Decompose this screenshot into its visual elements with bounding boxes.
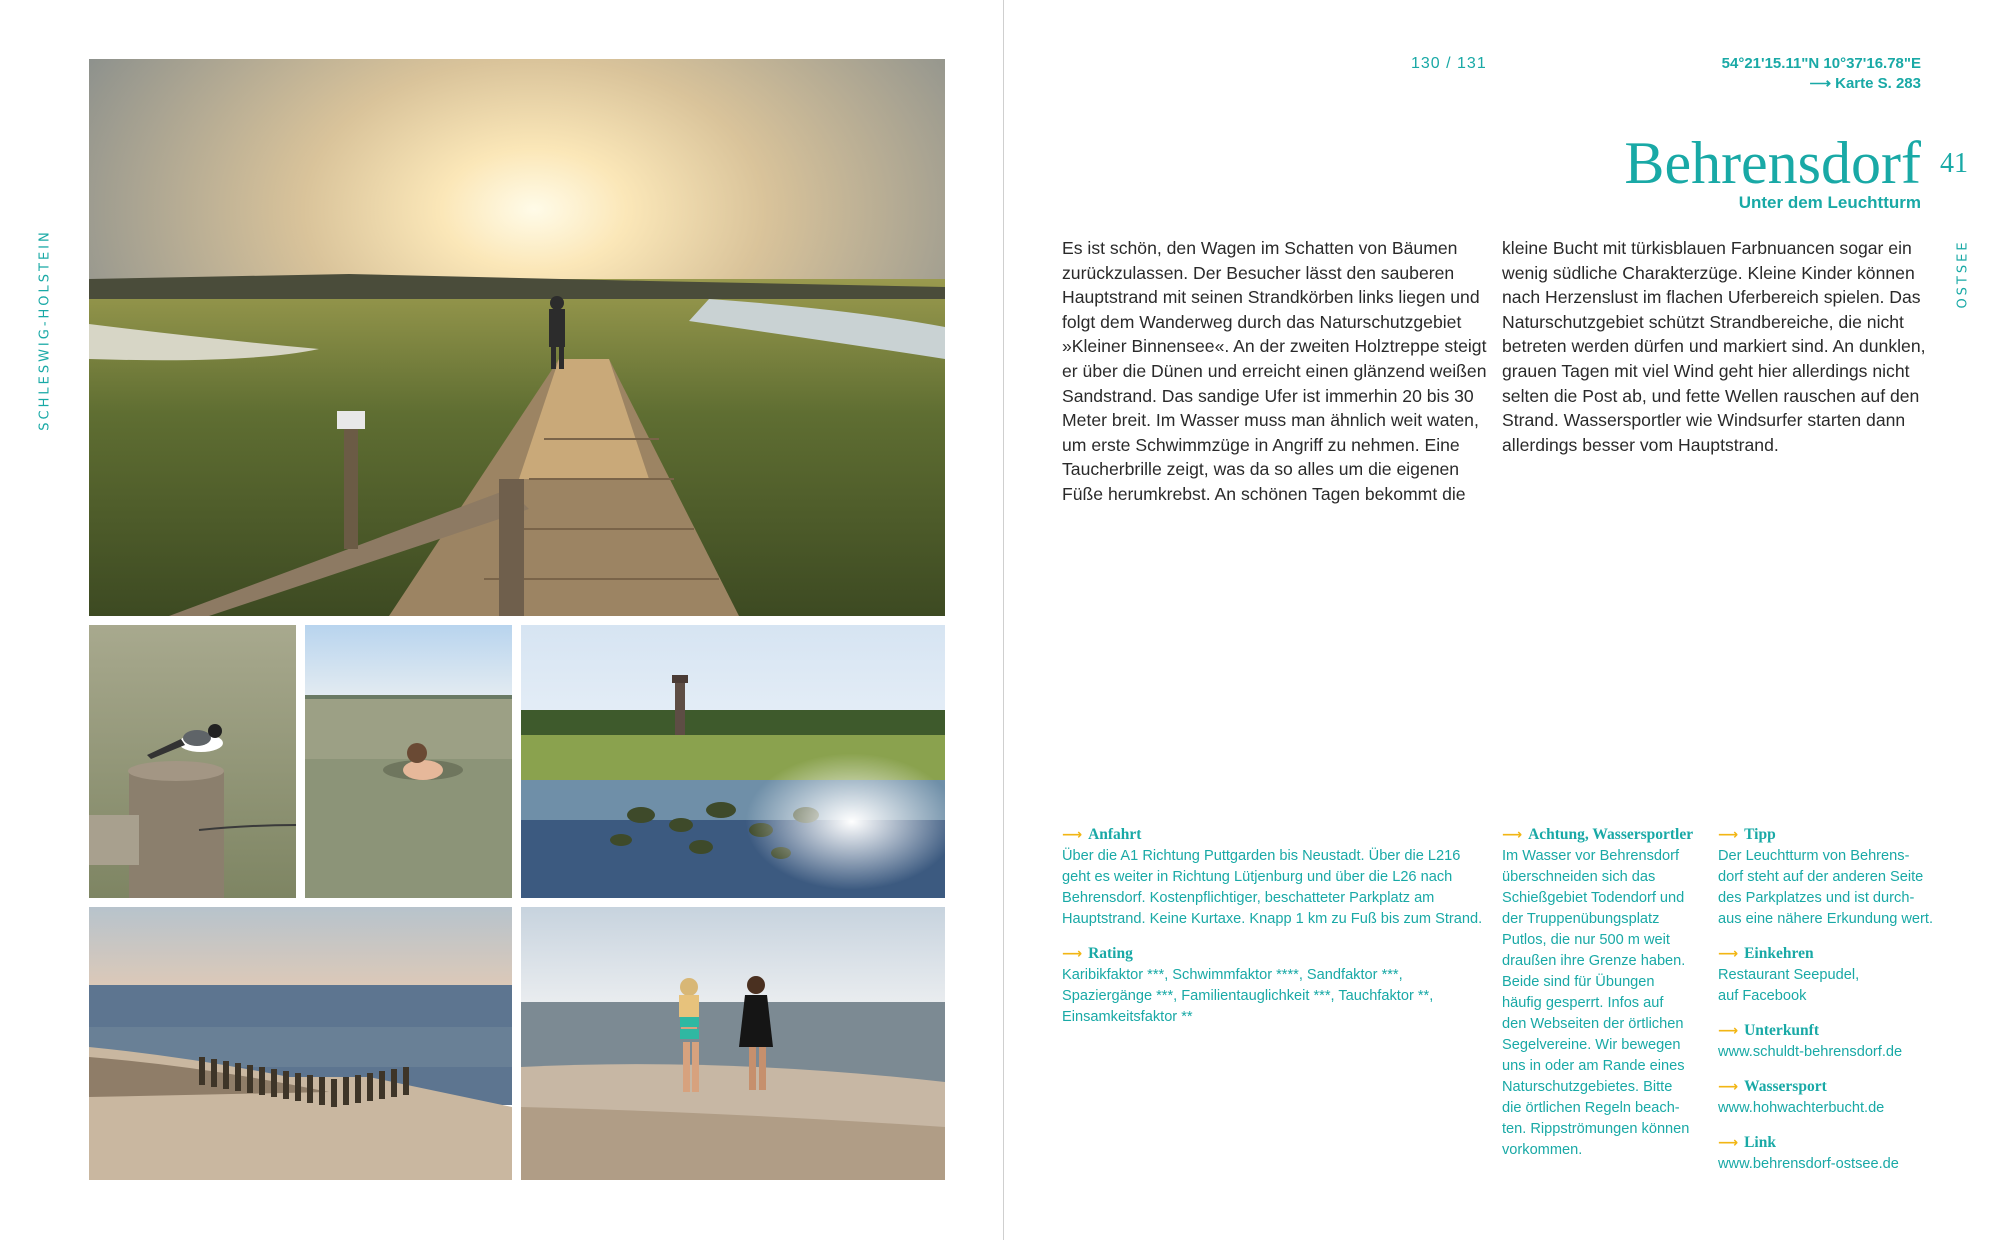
info-line: Im Wasser vor Behrensdorf (1502, 848, 1680, 864)
boardwalk-sunset-photo (89, 59, 945, 616)
body-line: allerdings besser vom Hauptstrand. (1502, 434, 1779, 455)
body-line: er über die Dünen und erreicht einen glänzend weißen (1062, 360, 1487, 381)
info-line: aus eine nähere Erkundung wert. (1718, 911, 1933, 927)
body-line: um erste Schwimmzüge in Angriff zu nehmen. Eine (1062, 434, 1460, 455)
info-heading-text: Rating (1088, 945, 1133, 962)
arrow-icon: ⟶ (1718, 1023, 1739, 1039)
body-line: Sandstrand. Das sandige Ufer ist immerhin 20 bis 30 (1062, 385, 1474, 406)
body-line: Meter breit. Im Wasser muss man ähnlich weit waten, (1062, 410, 1479, 431)
info-heading (1718, 1132, 1958, 1154)
body-text-column-1 (1062, 236, 1487, 507)
page-gutter (1003, 0, 1004, 1240)
body-line: Es ist schön, den Wagen im Schatten von Bäumen (1062, 238, 1458, 258)
info-line: draußen ihre Grenze haben. (1502, 953, 1686, 969)
info-block (1718, 1132, 1958, 1175)
arrow-icon: ⟶ (1502, 827, 1523, 843)
body-line: kleine Bucht mit türkisblauen Farbnuancen sogar ein (1502, 238, 1912, 258)
info-heading-text: Wassersport (1744, 1078, 1827, 1095)
info-heading (1062, 943, 1492, 965)
info-block (1062, 943, 1492, 1028)
body-line: Füße herumkrebst. An schönen Tagen bekommt die (1062, 483, 1466, 504)
body-line: grauen Tagen mit viel Wind geht hier allerdings nicht (1502, 360, 1910, 381)
info-line: auf Facebook (1718, 988, 1807, 1004)
info-block (1718, 824, 1958, 930)
body-line: Taucherbrille zeigt, was da so alles um die eigenen (1062, 459, 1460, 480)
arrow-icon: ⟶ (1718, 827, 1739, 843)
info-line: häufig gesperrt. Infos auf (1502, 995, 1664, 1011)
info-heading (1718, 1020, 1958, 1042)
info-column-2 (1502, 824, 1712, 1174)
info-block (1718, 1020, 1958, 1063)
info-line: die örtlichen Regeln beach- (1502, 1100, 1680, 1116)
info-heading (1062, 824, 1492, 846)
info-line: ten. Rippströmungen können (1502, 1121, 1690, 1137)
gps-coordinates: 54°21'15.11"N 10°37'16.78"E (1721, 55, 1921, 72)
body-line: nach Herzenslust im flachen Uferbereich spielen. Das (1502, 287, 1921, 308)
arrow-icon: ⟶ (1718, 946, 1739, 962)
arrow-icon: ⟶ (1718, 1135, 1739, 1151)
women-beach-photo (521, 907, 945, 1180)
info-line: Segelvereine. Wir bewegen (1502, 1037, 1681, 1053)
info-heading-text: Achtung, Wassersportler (1528, 826, 1694, 843)
info-line: Schießgebiet Todendorf und (1502, 890, 1685, 906)
info-heading-text: Unterkunft (1744, 1022, 1819, 1039)
info-line: Naturschutzgebietes. Bitte (1502, 1079, 1673, 1095)
info-heading (1718, 824, 1958, 846)
lighthouse-photo (521, 625, 945, 898)
info-line: www.schuldt-behrensdorf.de (1718, 1044, 1903, 1060)
info-line: Spaziergänge ***, Familientauglichkeit ***, Tauchfaktor **, (1062, 988, 1434, 1004)
region-side-label-right: OSTSEE (1955, 239, 1971, 309)
info-heading (1502, 824, 1712, 846)
info-line: Einsamkeitsfaktor ** (1062, 1009, 1193, 1025)
swimmer-photo (305, 625, 512, 898)
info-line: der Truppenübungsplatz (1502, 911, 1660, 927)
map-reference: ⟶ Karte S. 283 (1809, 75, 1921, 92)
info-heading-text: Tipp (1744, 826, 1776, 843)
arrow-icon: ⟶ (1062, 827, 1083, 843)
info-heading-text: Anfahrt (1088, 826, 1142, 843)
info-line: Beide sind für Übungen (1502, 974, 1655, 990)
info-heading (1718, 1076, 1958, 1098)
info-line: Behrensdorf. Kostenpflichtiger, beschatteter Parkplatz am (1062, 890, 1435, 906)
info-column-1 (1062, 824, 1492, 1041)
info-line: des Parkplatzes und ist durch- (1718, 890, 1915, 906)
info-block (1718, 1076, 1958, 1119)
info-line: Über die A1 Richtung Puttgarden bis Neustadt. Über die L216 (1062, 848, 1461, 864)
info-line: www.hohwachterbucht.de (1718, 1100, 1885, 1116)
info-column-3 (1718, 824, 1958, 1188)
body-line: Naturschutzgebiet schützt Strandbereiche, die nicht (1502, 311, 1904, 332)
info-line: geht es weiter in Richtung Lütjenburg und über die L26 nach (1062, 869, 1453, 885)
wagtail-photo (89, 625, 296, 898)
page-title: Behrensdorf (1624, 130, 1921, 196)
info-heading (1718, 943, 1958, 965)
page-subtitle: Unter dem Leuchtturm (1738, 193, 1921, 212)
info-block (1718, 943, 1958, 1007)
info-line: Putlos, die nur 500 m weit (1502, 932, 1670, 948)
info-line: Der Leuchtturm von Behrens- (1718, 848, 1910, 864)
coordinates-block (1722, 54, 1921, 94)
body-line: betreten werden dürfen und markiert sind. An dunklen, (1502, 336, 1926, 357)
body-line: Hauptstrand mit seinen Strandkörben links liegen und (1062, 287, 1480, 308)
body-line: »Kleiner Binnensee«. An der zweiten Holztreppe steigt (1062, 336, 1487, 357)
body-line: selten die Post ab, und fette Wellen rauschen auf den (1502, 385, 1920, 406)
body-text-column-2 (1502, 236, 1926, 457)
beach-number: 41 (1940, 148, 1968, 179)
info-line: www.behrensdorf-ostsee.de (1718, 1156, 1899, 1172)
groyne-photo (89, 907, 512, 1180)
body-line: wenig südliche Charakterzüge. Kleine Kinder können (1502, 262, 1915, 283)
info-line: vorkommen. (1502, 1142, 1583, 1158)
info-line: Karibikfaktor ***, Schwimmfaktor ****, Sandfaktor ***, (1062, 967, 1403, 983)
page-numbers: 130 / 131 (1411, 55, 1487, 72)
info-line: den Webseiten der örtlichen (1502, 1016, 1684, 1032)
info-line: Hauptstrand. Keine Kurtaxe. Knapp 1 km zu Fuß bis zum Strand. (1062, 911, 1483, 927)
info-line: überschneiden sich das (1502, 869, 1656, 885)
info-heading-text: Link (1744, 1134, 1776, 1151)
arrow-icon: ⟶ (1062, 946, 1083, 962)
body-line: zurückzulassen. Der Besucher lässt den sauberen (1062, 262, 1455, 283)
body-line: Strand. Wassersportler wie Windsurfer starten dann (1502, 410, 1906, 431)
info-block (1062, 824, 1492, 930)
info-line: uns in oder am Rande eines (1502, 1058, 1685, 1074)
region-side-label: SCHLESWIG-HOLSTEIN (37, 229, 53, 431)
arrow-icon: ⟶ (1718, 1079, 1739, 1095)
body-line: folgt dem Wanderweg durch das Naturschutzgebiet (1062, 311, 1462, 332)
info-line: dorf steht auf der anderen Seite (1718, 869, 1924, 885)
info-heading-text: Einkehren (1744, 945, 1814, 962)
info-line: Restaurant Seepudel, (1718, 967, 1860, 983)
info-block (1502, 824, 1712, 1161)
